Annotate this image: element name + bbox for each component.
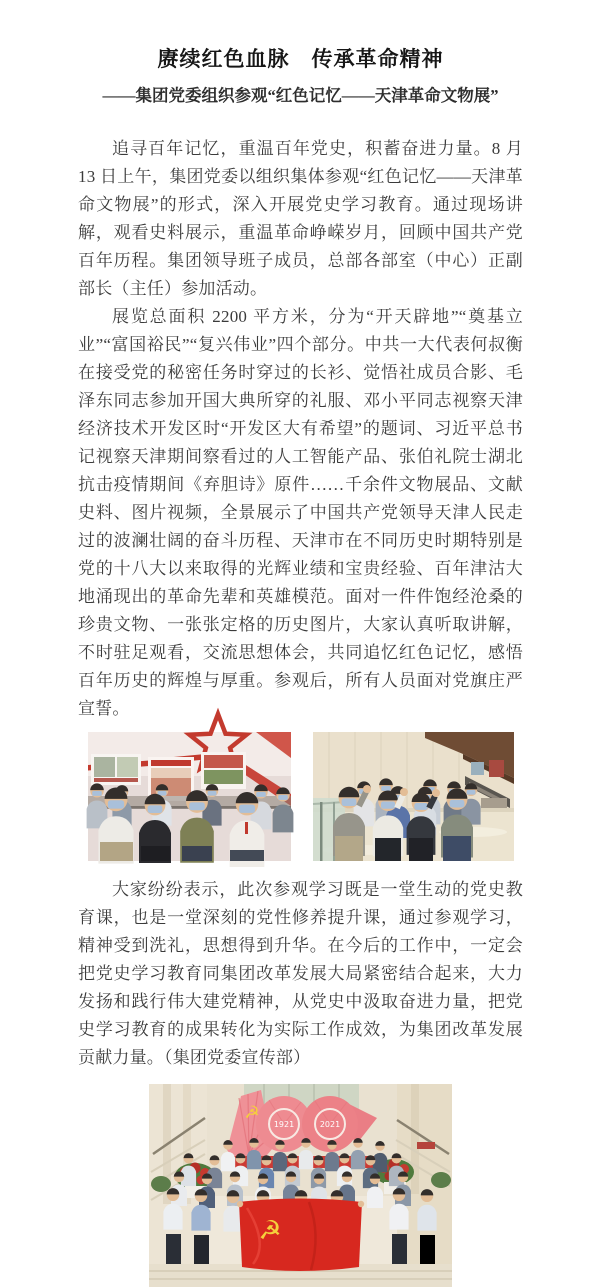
photo-row [78, 732, 523, 861]
exhibition-visit-photo [88, 732, 291, 861]
party-flag [237, 1199, 364, 1272]
article-subtitle: ——集团党委组织参观“红色记忆——天津革命文物展” [102, 86, 499, 105]
year-2021-label: 2021 [319, 1120, 341, 1129]
group-photo-with-flag [149, 1084, 452, 1287]
party-emblem-icon: ☭ [244, 1103, 260, 1123]
paragraph-reflection: 大家纷纷表示，此次参观学习既是一堂生动的党史教育课，也是一堂深刻的党性修养提升课，通过参观学习，精神受到洗礼，思想得到升华。在今后的工作中，一定会把党史学习教育同集团改革发展大局紧密结合起来，大力发扬和践行伟大建党精神，从党史中汲取奋进力量，把党史学习教育的成果转化为实际工作成效，为集团改革发展贡献力量。（集团党委宣传部） [78, 880, 523, 1067]
paragraph-exhibition: 展览总面积 2200 平方米，分为“开天辟地”“奠基立业”“富国裕民”“复兴伟业”四个部分。中共一大代表何叔衡在接受党的秘密任务时穿过的长衫、觉悟社成员合影、毛泽东同志参加开国大典所穿的礼服、邓小平同志视察天津经济技术开发区时“开发区大有希望”的题词、习近平总书记视察天津期间察看过的人工智能产品、张伯礼院士湖北抗击疫情期间《弃胆诗》原件……千余件文物展品、文献史料、图片视频，全景展示了中国共产党领导天津人民走过的波澜壮阔的奋斗历程、天津市在不同历史时期特别是党的十八大以来取得的光辉业绩和宝贵经验、百年津沽大地涌现出的革命先辈和英雄模范。面对一件件饱经沧桑的珍贵文物、一张张定格的历史图片，大家认真听取讲解，不时驻足观看，交流思想体会，共同追忆红色记忆，感悟百年历史的辉煌与厚重。参观后，所有人员面对党旗庄严宣誓。 [78, 307, 523, 718]
oath-ceremony-photo [313, 732, 514, 861]
article-title: 赓续红色血脉 传承革命精神 [157, 47, 444, 71]
paragraph-intro: 追寻百年记忆，重温百年党史，积蓄奋进力量。8 月 13 日上午，集团党委以组织集体参观“红色记忆——天津革命文物展”的形式，深入开展党史学习教育。通过现场讲解，观看史料展示，重温革命峥嵘岁月，回顾中国共产党百年历程。集团领导班子成员，总部各部室（中心）正副部长（主任）参加活动。 [78, 139, 523, 298]
year-1921-label: 1921 [273, 1120, 295, 1129]
flag-emblem-icon: ☭ [258, 1216, 282, 1246]
